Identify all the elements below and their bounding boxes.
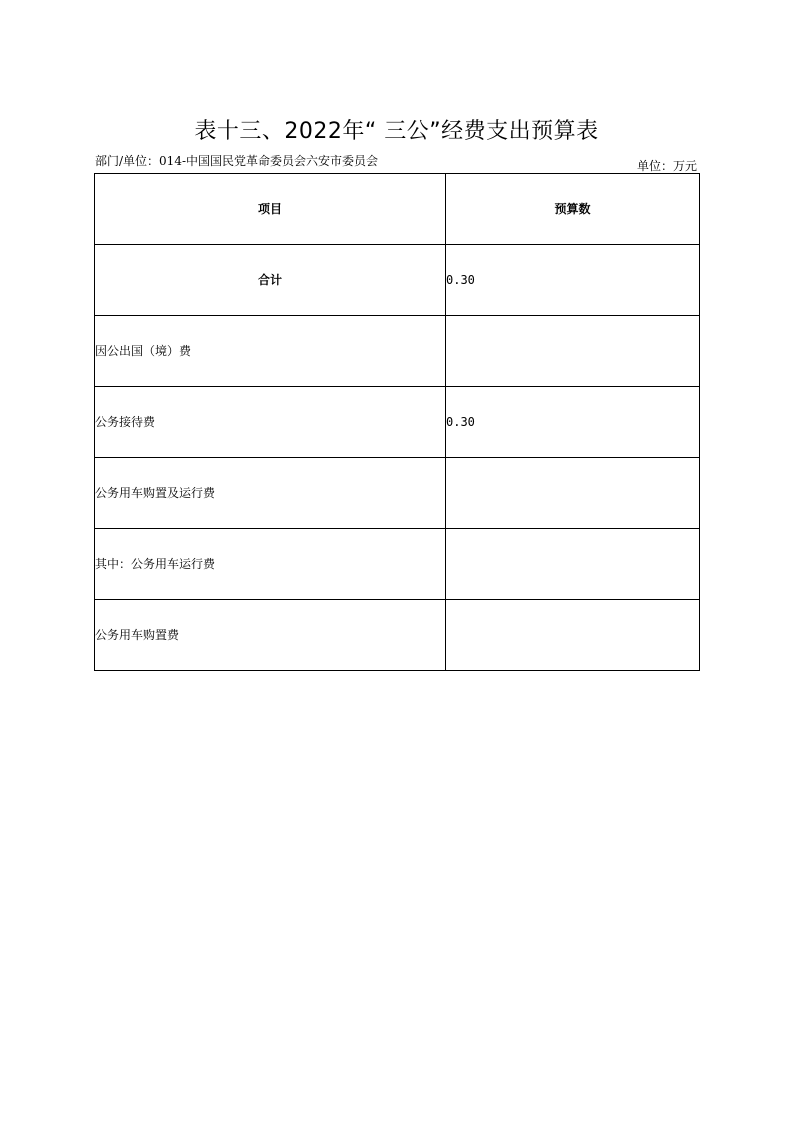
header-budget: 预算数	[446, 174, 700, 245]
row-value-vehicle	[446, 458, 700, 529]
table-row	[95, 245, 700, 316]
row-value-overseas	[446, 316, 700, 387]
table-row	[95, 600, 700, 671]
department-label: 部门/单位：014-中国国民党革命委员会六安市委员会	[95, 154, 379, 168]
row-label-total: 合计	[95, 245, 446, 316]
budget-table	[94, 173, 700, 671]
row-value-total: 0.30	[446, 245, 700, 316]
row-value-reception: 0.30	[446, 387, 700, 458]
unit-label: 单位：万元	[636, 159, 697, 173]
table-row	[95, 316, 700, 387]
row-value-vehicle-purchase	[446, 600, 700, 671]
row-label-vehicle-purchase: 公务用车购置费	[95, 600, 446, 671]
row-label-vehicle: 公务用车购置及运行费	[95, 458, 446, 529]
table-row	[95, 387, 700, 458]
table-row	[95, 458, 700, 529]
row-value-vehicle-operation	[446, 529, 700, 600]
table-header-row	[95, 174, 700, 245]
page-title: 表十三、2022年“ 三公”经费支出预算表	[194, 119, 599, 144]
row-label-overseas: 因公出国（境）费	[95, 316, 446, 387]
row-label-reception: 公务接待费	[95, 387, 446, 458]
header-item: 项目	[95, 174, 446, 245]
row-label-vehicle-operation: 其中：公务用车运行费	[95, 529, 446, 600]
table-row	[95, 529, 700, 600]
